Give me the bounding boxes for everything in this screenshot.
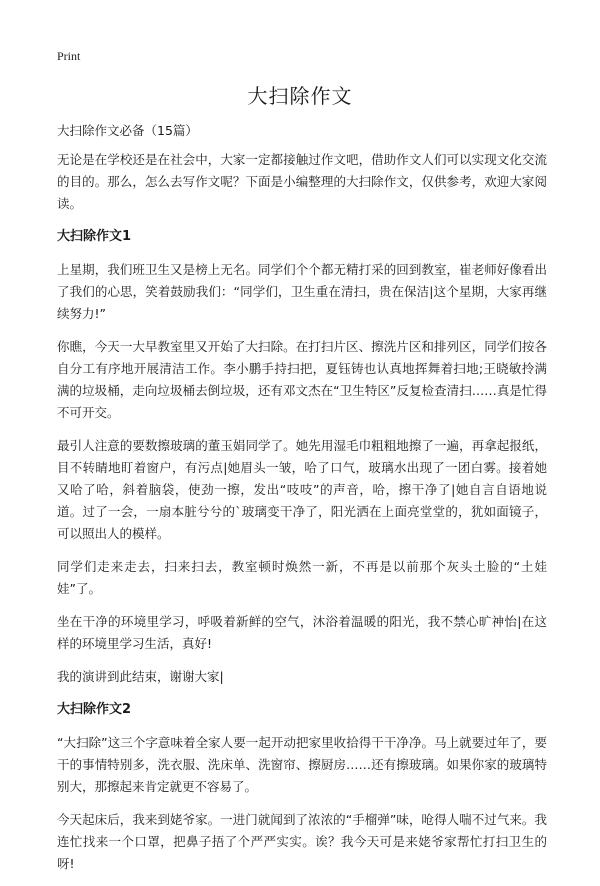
paragraph: 上星期，我们班卫生又是榜上无名。同学们个个都无精打采的回到教室，崔老师好像看出了我们的心思，笑着鼓励我们：“同学们，卫生重在清扫，贵在保洁|这个星期，大家再继续努力!”	[57, 262, 547, 321]
print-link[interactable]: Print	[57, 49, 81, 63]
paragraph: 同学们走来走去，扫来扫去，教室顿时焕然一新，不再是以前那个灰头土脸的“土娃娃”了。	[57, 559, 547, 596]
essay-section-2	[57, 699, 547, 875]
paragraph: 我的演讲到此结束，谢谢大家|	[57, 669, 224, 684]
section-heading: 大扫除作文2	[57, 702, 132, 717]
section-heading: 大扫除作文1	[57, 229, 132, 244]
paragraph: 最引人注意的要数擦玻璃的董玉娟同学了。她先用湿毛巾粗粗地擦了一遍，再拿起报纸，目不转睛地盯着窗户，有污点|她眉头一皱，哈了口气，玻璃水出现了一团白雾。接着她又哈了哈，斜着脑袋，使劲一擦，发出“吱吱”的声音，哈，擦干净了|她自言自语地说道。过了一会，一扇本脏兮兮的`玻璃变干净了，阳光洒在上面亮堂堂的，犹如面镜子，可以照出人的模样。	[57, 438, 547, 541]
paragraph: 坐在干净的环境里学习，呼吸着新鲜的空气，沐浴着温暖的阳光，我不禁心旷神怡|在这样的环境里学习生活，真好!	[57, 614, 547, 651]
paragraph: “大扫除”这三个字意味着全家人要一起开动把家里收拾得干干净净。马上就要过年了，要干的事情特别多，洗衣服、洗床单、洗窗帘、擦厨房……还有擦玻璃。如果你家的玻璃特别大，那擦起来肯定就更不容易了。	[57, 735, 547, 794]
essay-section-1	[57, 226, 547, 688]
paragraph: 你瞧，今天一大早教室里又开始了大扫除。在打扫片区、擦洗片区和排列区，同学们按各自分工有序地开展清洁工作。李小鹏手持扫把，夏钰铸也认真地挥舞着扫地;王晓敏拎满满的垃圾桶，走向垃圾桶去倒垃圾，还有邓文杰在“卫生特区”反复检查清扫……真是忙得不可开交。	[57, 339, 547, 420]
intro-paragraph: 无论是在学校还是在社会中，大家一定都接触过作文吧，借助作文人们可以实现文化交流的目的。那么，怎么去写作文呢？下面是小编整理的大扫除作文，仅供参考，欢迎大家阅读。	[57, 152, 547, 211]
page-title: 大扫除作文	[247, 84, 353, 108]
paragraph: 今天起床后，我来到姥爷家。一进门就闻到了浓浓的“手榴弹”味，呛得人喘不过气来。我连忙找来一个口罩，把鼻子捂了个严严实实。诶？我今天可是来姥爷家帮忙打扫卫生的呀!	[57, 812, 547, 871]
document-subtitle: 大扫除作文必备（15篇）	[57, 123, 198, 138]
document-body	[57, 120, 547, 886]
